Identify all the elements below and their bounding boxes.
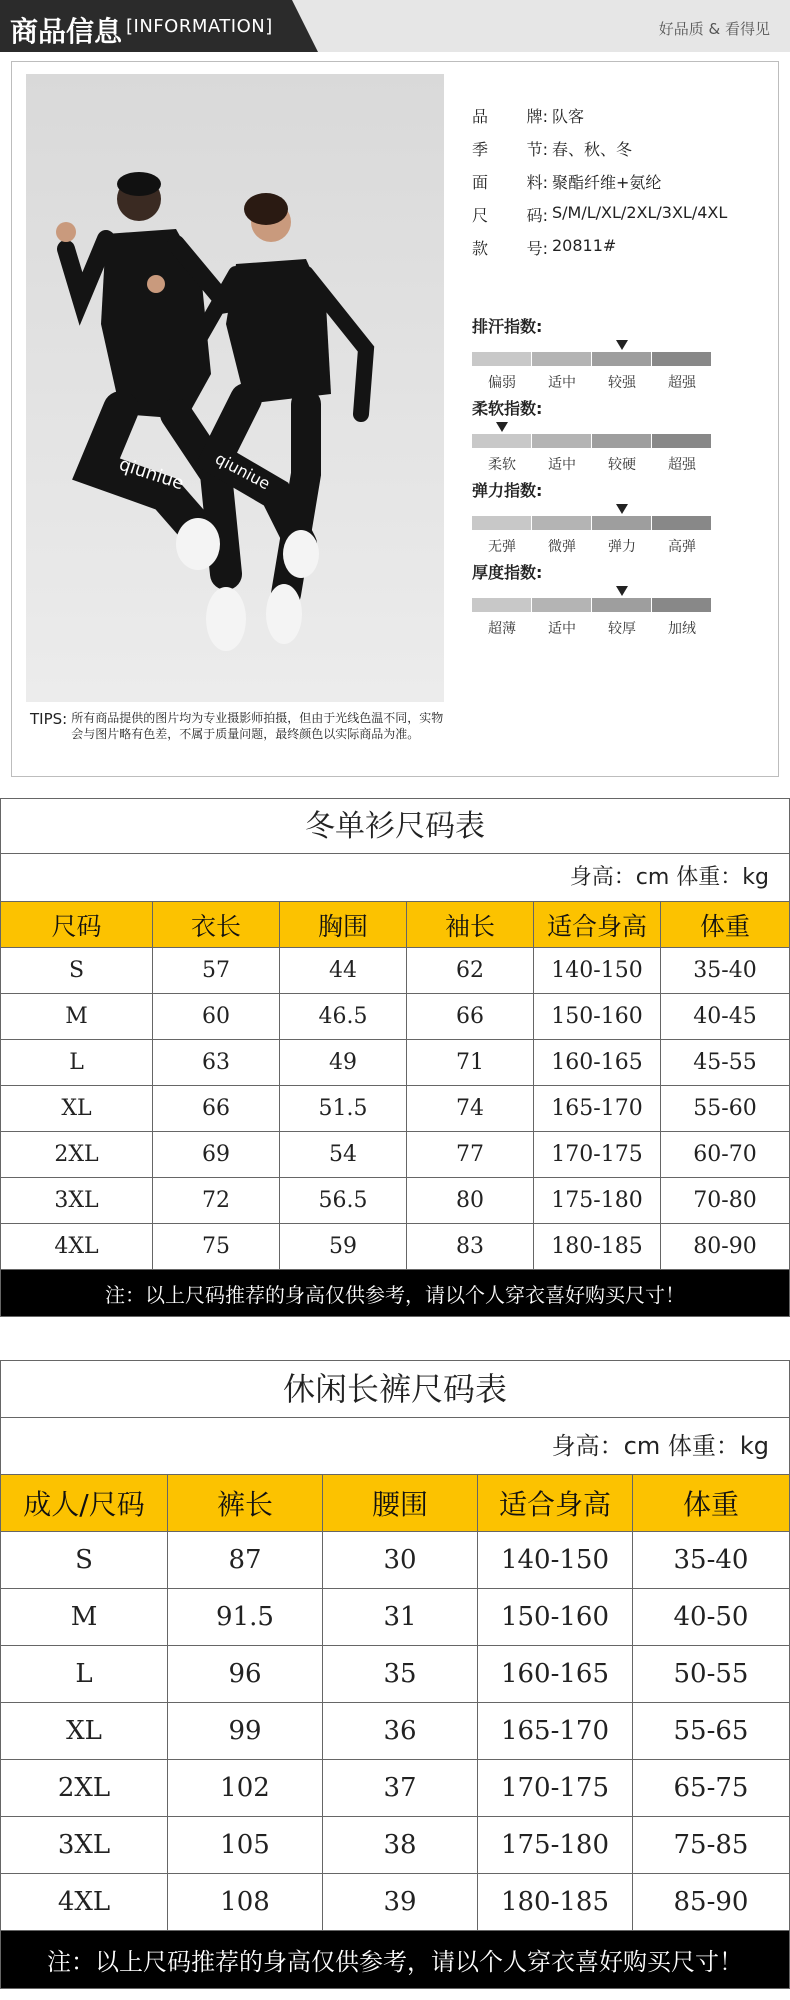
table-cell: 37 [323, 1760, 478, 1817]
table-header-cell: 体重 [633, 1475, 789, 1532]
shirt-size-table [0, 798, 790, 1317]
table-cell: 69 [153, 1132, 280, 1178]
spec-value: S/M/L/XL/2XL/3XL/4XL [552, 203, 728, 222]
index-title: 弹力指数: [472, 481, 543, 500]
index-marker-icon [616, 504, 628, 514]
pants-table-body [1, 1532, 789, 1931]
index-item [472, 478, 722, 556]
index-labels [472, 372, 722, 392]
page-header [0, 0, 790, 52]
pants-size-table [0, 1360, 790, 1989]
table-cell: 66 [153, 1086, 280, 1132]
shirt-table-unit: 身高：cm 体重：kg [1, 854, 789, 902]
spec-key-b: 码: [526, 206, 548, 225]
spec-row [472, 104, 772, 137]
index-title: 厚度指数: [472, 563, 543, 582]
table-cell: 75-85 [633, 1817, 789, 1874]
table-cell: 50-55 [633, 1646, 789, 1703]
table-cell: 66 [407, 994, 534, 1040]
index-label: 适中 [548, 375, 576, 391]
tips-text: 所有商品提供的图片均为专业摄影师拍摄，但由于光线色温不同，实物会与图片略有色差，不属于质量问题，最终颜色以实际商品为准。 [71, 711, 444, 741]
index-item [472, 396, 722, 474]
table-cell: 99 [168, 1703, 323, 1760]
spec-value: 聚酯纤维+氨纶 [552, 173, 662, 192]
index-scale-segment [472, 598, 531, 612]
table-cell: 4XL [1, 1224, 153, 1270]
table-row [1, 1532, 789, 1589]
index-label: 较强 [608, 375, 636, 391]
spec-key-b: 节: [526, 140, 548, 159]
table-row [1, 1040, 789, 1086]
index-label: 偏弱 [488, 375, 516, 391]
shirt-table-title: 冬单衫尺码表 [1, 799, 789, 854]
table-row [1, 994, 789, 1040]
table-cell: 91.5 [168, 1589, 323, 1646]
index-scale-segment [592, 598, 651, 612]
tips-label: TIPS: [30, 710, 68, 728]
index-scale-bar [472, 434, 722, 448]
table-cell: 3XL [1, 1817, 168, 1874]
pants-print-female: qiuniue [212, 448, 274, 494]
index-labels [472, 536, 722, 556]
index-item [472, 560, 722, 638]
index-scale-bar [472, 516, 722, 530]
table-cell: 175-180 [534, 1178, 661, 1224]
spec-key [472, 236, 552, 269]
table-cell: 60-70 [661, 1132, 789, 1178]
index-scale-segment [652, 598, 711, 612]
table-cell: 175-180 [478, 1817, 633, 1874]
table-cell: 45-55 [661, 1040, 789, 1086]
index-label: 适中 [548, 621, 576, 637]
index-label: 超薄 [488, 621, 516, 637]
product-info-panel [11, 61, 779, 777]
table-cell: 150-160 [478, 1589, 633, 1646]
index-marker-row [472, 338, 722, 352]
spec-list [472, 104, 772, 269]
table-cell: 63 [153, 1040, 280, 1086]
table-cell: 108 [168, 1874, 323, 1931]
table-cell: 83 [407, 1224, 534, 1270]
table-cell: 55-65 [633, 1703, 789, 1760]
index-label: 较硬 [608, 457, 636, 473]
index-label: 无弹 [488, 539, 516, 555]
index-marker-icon [616, 586, 628, 596]
table-row [1, 1086, 789, 1132]
table-cell: 77 [407, 1132, 534, 1178]
index-label: 柔软 [488, 457, 516, 473]
table-cell: 57 [153, 948, 280, 994]
index-scale-bar [472, 352, 722, 366]
index-label: 弹力 [608, 539, 636, 555]
table-cell: 180-185 [478, 1874, 633, 1931]
spec-row [472, 203, 772, 236]
table-cell: 60 [153, 994, 280, 1040]
table-cell: 49 [280, 1040, 407, 1086]
table-cell: 85-90 [633, 1874, 789, 1931]
spec-key [472, 203, 552, 236]
table-row [1, 1703, 789, 1760]
table-row [1, 1178, 789, 1224]
spec-key [472, 137, 552, 170]
index-marker-icon [496, 422, 508, 432]
index-labels [472, 618, 722, 638]
index-label: 高弹 [668, 539, 696, 555]
table-cell: 65-75 [633, 1760, 789, 1817]
pants-table-note: 注：以上尺码推荐的身高仅供参考，请以个人穿衣喜好购买尺寸！ [1, 1931, 789, 1988]
index-label: 超强 [668, 457, 696, 473]
table-cell: 30 [323, 1532, 478, 1589]
index-scale-segment [592, 352, 651, 366]
table-cell: 160-165 [534, 1040, 661, 1086]
models-illustration [26, 74, 444, 702]
table-header-cell: 适合身高 [534, 902, 661, 948]
table-cell: 160-165 [478, 1646, 633, 1703]
tips-note [30, 710, 450, 742]
index-scale-segment [472, 516, 531, 530]
table-cell: 180-185 [534, 1224, 661, 1270]
index-marker-row [472, 502, 722, 516]
table-cell: 40-50 [633, 1589, 789, 1646]
table-header-cell: 尺码 [1, 902, 153, 948]
index-label: 超强 [668, 375, 696, 391]
table-cell: 55-60 [661, 1086, 789, 1132]
table-cell: 72 [153, 1178, 280, 1224]
table-row [1, 1589, 789, 1646]
table-cell: 80-90 [661, 1224, 789, 1270]
spec-key-a: 品 [472, 107, 489, 126]
table-cell: S [1, 948, 153, 994]
table-cell: 87 [168, 1532, 323, 1589]
pants-table-unit: 身高：cm 体重：kg [1, 1418, 789, 1475]
table-header-cell: 衣长 [153, 902, 280, 948]
product-photo [26, 74, 444, 702]
table-cell: 165-170 [534, 1086, 661, 1132]
spec-key [472, 104, 552, 137]
spec-value: 20811# [552, 236, 617, 255]
table-cell: 54 [280, 1132, 407, 1178]
table-cell: 44 [280, 948, 407, 994]
spec-key-b: 号: [526, 239, 548, 258]
table-cell: 51.5 [280, 1086, 407, 1132]
spec-key-a: 款 [472, 239, 489, 258]
shirt-table-body [1, 948, 789, 1270]
table-row [1, 1817, 789, 1874]
index-scale-segment [652, 352, 711, 366]
spec-row [472, 236, 772, 269]
spec-key-b: 牌: [526, 107, 548, 126]
pants-print-male: qiuniue [116, 453, 187, 495]
table-row [1, 948, 789, 994]
spec-key-b: 料: [526, 173, 548, 192]
pants-table-title: 休闲长裤尺码表 [1, 1361, 789, 1418]
table-cell: 35-40 [633, 1532, 789, 1589]
table-cell: M [1, 994, 153, 1040]
spec-row [472, 137, 772, 170]
table-cell: 35 [323, 1646, 478, 1703]
table-header-cell: 裤长 [168, 1475, 323, 1532]
table-cell: 140-150 [534, 948, 661, 994]
index-title: 排汗指数: [472, 317, 543, 336]
table-cell: 56.5 [280, 1178, 407, 1224]
table-cell: 75 [153, 1224, 280, 1270]
table-header-cell: 体重 [661, 902, 789, 948]
table-row [1, 1874, 789, 1931]
index-label: 较厚 [608, 621, 636, 637]
table-cell: 102 [168, 1760, 323, 1817]
index-scale-bar [472, 598, 722, 612]
table-row [1, 1646, 789, 1703]
spec-row [472, 170, 772, 203]
table-cell: 36 [323, 1703, 478, 1760]
table-cell: 40-45 [661, 994, 789, 1040]
index-label: 微弹 [548, 539, 576, 555]
table-cell: XL [1, 1086, 153, 1132]
spec-key-a: 季 [472, 140, 489, 159]
table-cell: 3XL [1, 1178, 153, 1224]
table-cell: 35-40 [661, 948, 789, 994]
table-cell: 39 [323, 1874, 478, 1931]
index-title: 柔软指数: [472, 399, 543, 418]
table-cell: 31 [323, 1589, 478, 1646]
table-header-cell: 腰围 [323, 1475, 478, 1532]
table-row [1, 1760, 789, 1817]
table-cell: 96 [168, 1646, 323, 1703]
table-cell: 105 [168, 1817, 323, 1874]
table-cell: 2XL [1, 1760, 168, 1817]
header-subtitle: [INFORMATION] [126, 16, 273, 37]
table-header-cell: 适合身高 [478, 1475, 633, 1532]
shirt-table-note: 注：以上尺码推荐的身高仅供参考，请以个人穿衣喜好购买尺寸！ [1, 1270, 789, 1316]
index-scale-segment [532, 352, 591, 366]
index-scale-segment [472, 352, 531, 366]
header-title: 商品信息 [10, 15, 123, 48]
table-cell: 170-175 [534, 1132, 661, 1178]
index-label: 适中 [548, 457, 576, 473]
table-cell: L [1, 1646, 168, 1703]
table-cell: 70-80 [661, 1178, 789, 1224]
index-label: 加绒 [668, 621, 696, 637]
index-scale-segment [472, 434, 531, 448]
index-scale-segment [532, 434, 591, 448]
table-cell: S [1, 1532, 168, 1589]
table-row [1, 1224, 789, 1270]
spec-key-a: 面 [472, 173, 489, 192]
spec-value: 队客 [552, 107, 585, 126]
index-scale-segment [532, 516, 591, 530]
index-marker-icon [616, 340, 628, 350]
table-cell: 71 [407, 1040, 534, 1086]
table-cell: 62 [407, 948, 534, 994]
table-row [1, 1132, 789, 1178]
table-cell: 80 [407, 1178, 534, 1224]
table-cell: 165-170 [478, 1703, 633, 1760]
table-cell: 46.5 [280, 994, 407, 1040]
table-cell: 170-175 [478, 1760, 633, 1817]
pants-table-header [1, 1475, 789, 1532]
table-cell: 150-160 [534, 994, 661, 1040]
table-header-cell: 成人/尺码 [1, 1475, 168, 1532]
index-marker-row [472, 420, 722, 434]
table-cell: M [1, 1589, 168, 1646]
index-scale-segment [532, 598, 591, 612]
index-scale-segment [592, 434, 651, 448]
spec-key-a: 尺 [472, 206, 489, 225]
table-cell: XL [1, 1703, 168, 1760]
index-scale-segment [652, 516, 711, 530]
table-header-cell: 胸围 [280, 902, 407, 948]
spec-key [472, 170, 552, 203]
table-cell: L [1, 1040, 153, 1086]
index-item [472, 314, 722, 392]
spec-value: 春、秋、冬 [552, 140, 633, 159]
index-scale-segment [592, 516, 651, 530]
table-cell: 4XL [1, 1874, 168, 1931]
index-labels [472, 454, 722, 474]
shirt-table-header [1, 902, 789, 948]
table-cell: 74 [407, 1086, 534, 1132]
index-scale-segment [652, 434, 711, 448]
table-cell: 140-150 [478, 1532, 633, 1589]
header-slogan: 好品质 & 看得见 [658, 20, 770, 38]
table-cell: 38 [323, 1817, 478, 1874]
table-header-cell: 袖长 [407, 902, 534, 948]
index-marker-row [472, 584, 722, 598]
table-cell: 2XL [1, 1132, 153, 1178]
table-cell: 59 [280, 1224, 407, 1270]
